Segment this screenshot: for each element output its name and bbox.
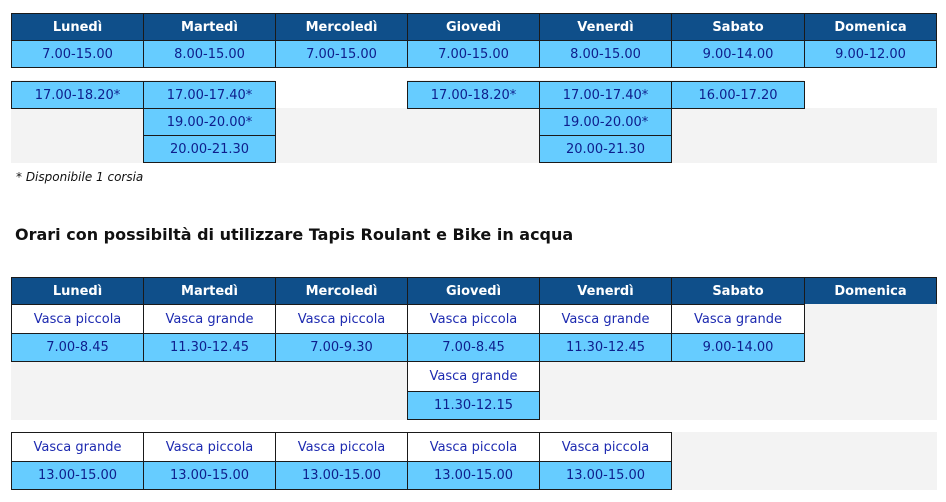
pool-cell: Vasca piccola (407, 432, 540, 462)
section-title: Orari con possibiltà di utilizzare Tapis Roulant e Bike in acqua (15, 225, 574, 244)
time-cell: 7.00-9.30 (275, 333, 408, 362)
pool-cell-giovedi-extra: Vasca grande (407, 361, 540, 392)
time-cell: 9.00-14.00 (671, 333, 805, 362)
header-lunedi: Lunedì (11, 13, 144, 41)
header-venerdi: Venerdì (539, 13, 672, 41)
time-cell: 7.00-15.00 (275, 40, 408, 68)
time-cell: 9.00-14.00 (671, 40, 805, 68)
evening-background-white-gap (804, 80, 937, 108)
time-cell-giovedi-extra: 11.30-12.15 (407, 391, 540, 420)
pool-cell: Vasca grande (11, 432, 144, 462)
time-cell-lunedi-evening: 17.00-18.20* (11, 81, 144, 109)
time-cell-martedi-evening: 17.00-17.40* (143, 81, 276, 109)
pool-cell: Vasca piccola (11, 304, 144, 334)
evening-background-white-gap (275, 80, 407, 108)
pool-cell: Vasca piccola (275, 304, 408, 334)
time-cell: 7.00-8.45 (407, 333, 540, 362)
time-cell: 11.30-12.45 (143, 333, 276, 362)
time-cell: 13.00-15.00 (11, 461, 144, 490)
time-cell: 8.00-15.00 (143, 40, 276, 68)
header-lunedi: Lunedì (11, 277, 144, 305)
header-sabato: Sabato (671, 13, 805, 41)
time-cell-venerdi-evening: 19.00-20.00* (539, 108, 672, 136)
time-cell: 13.00-15.00 (143, 461, 276, 490)
header-martedi: Martedì (143, 277, 276, 305)
time-cell: 11.30-12.45 (539, 333, 672, 362)
header-mercoledi: Mercoledì (275, 13, 408, 41)
pool-cell: Vasca piccola (539, 432, 672, 462)
pool-cell: Vasca grande (671, 304, 805, 334)
header-domenica: Domenica (804, 277, 937, 305)
header-mercoledi: Mercoledì (275, 277, 408, 305)
pool-cell: Vasca piccola (275, 432, 408, 462)
time-cell: 7.00-8.45 (11, 333, 144, 362)
time-cell-sabato-evening: 16.00-17.20 (671, 81, 805, 109)
footnote: * Disponibile 1 corsia (16, 170, 144, 184)
time-cell: 8.00-15.00 (539, 40, 672, 68)
pool-cell: Vasca piccola (143, 432, 276, 462)
time-cell: 13.00-15.00 (275, 461, 408, 490)
header-venerdi: Venerdì (539, 277, 672, 305)
time-cell: 13.00-15.00 (407, 461, 540, 490)
header-domenica: Domenica (804, 13, 937, 41)
header-sabato: Sabato (671, 277, 805, 305)
time-cell: 7.00-15.00 (407, 40, 540, 68)
time-cell-venerdi-evening: 17.00-17.40* (539, 81, 672, 109)
time-cell-giovedi-evening: 17.00-18.20* (407, 81, 540, 109)
header-giovedi: Giovedì (407, 277, 540, 305)
time-cell: 9.00-12.00 (804, 40, 937, 68)
pool-cell: Vasca grande (143, 304, 276, 334)
header-giovedi: Giovedì (407, 13, 540, 41)
pool-cell: Vasca piccola (407, 304, 540, 334)
time-cell: 13.00-15.00 (539, 461, 672, 490)
header-martedi: Martedì (143, 13, 276, 41)
pool-cell: Vasca grande (539, 304, 672, 334)
lower-background (671, 432, 937, 490)
time-cell-venerdi-evening: 20.00-21.30 (539, 135, 672, 163)
time-cell: 7.00-15.00 (11, 40, 144, 68)
time-cell-martedi-evening: 19.00-20.00* (143, 108, 276, 136)
time-cell-martedi-evening: 20.00-21.30 (143, 135, 276, 163)
